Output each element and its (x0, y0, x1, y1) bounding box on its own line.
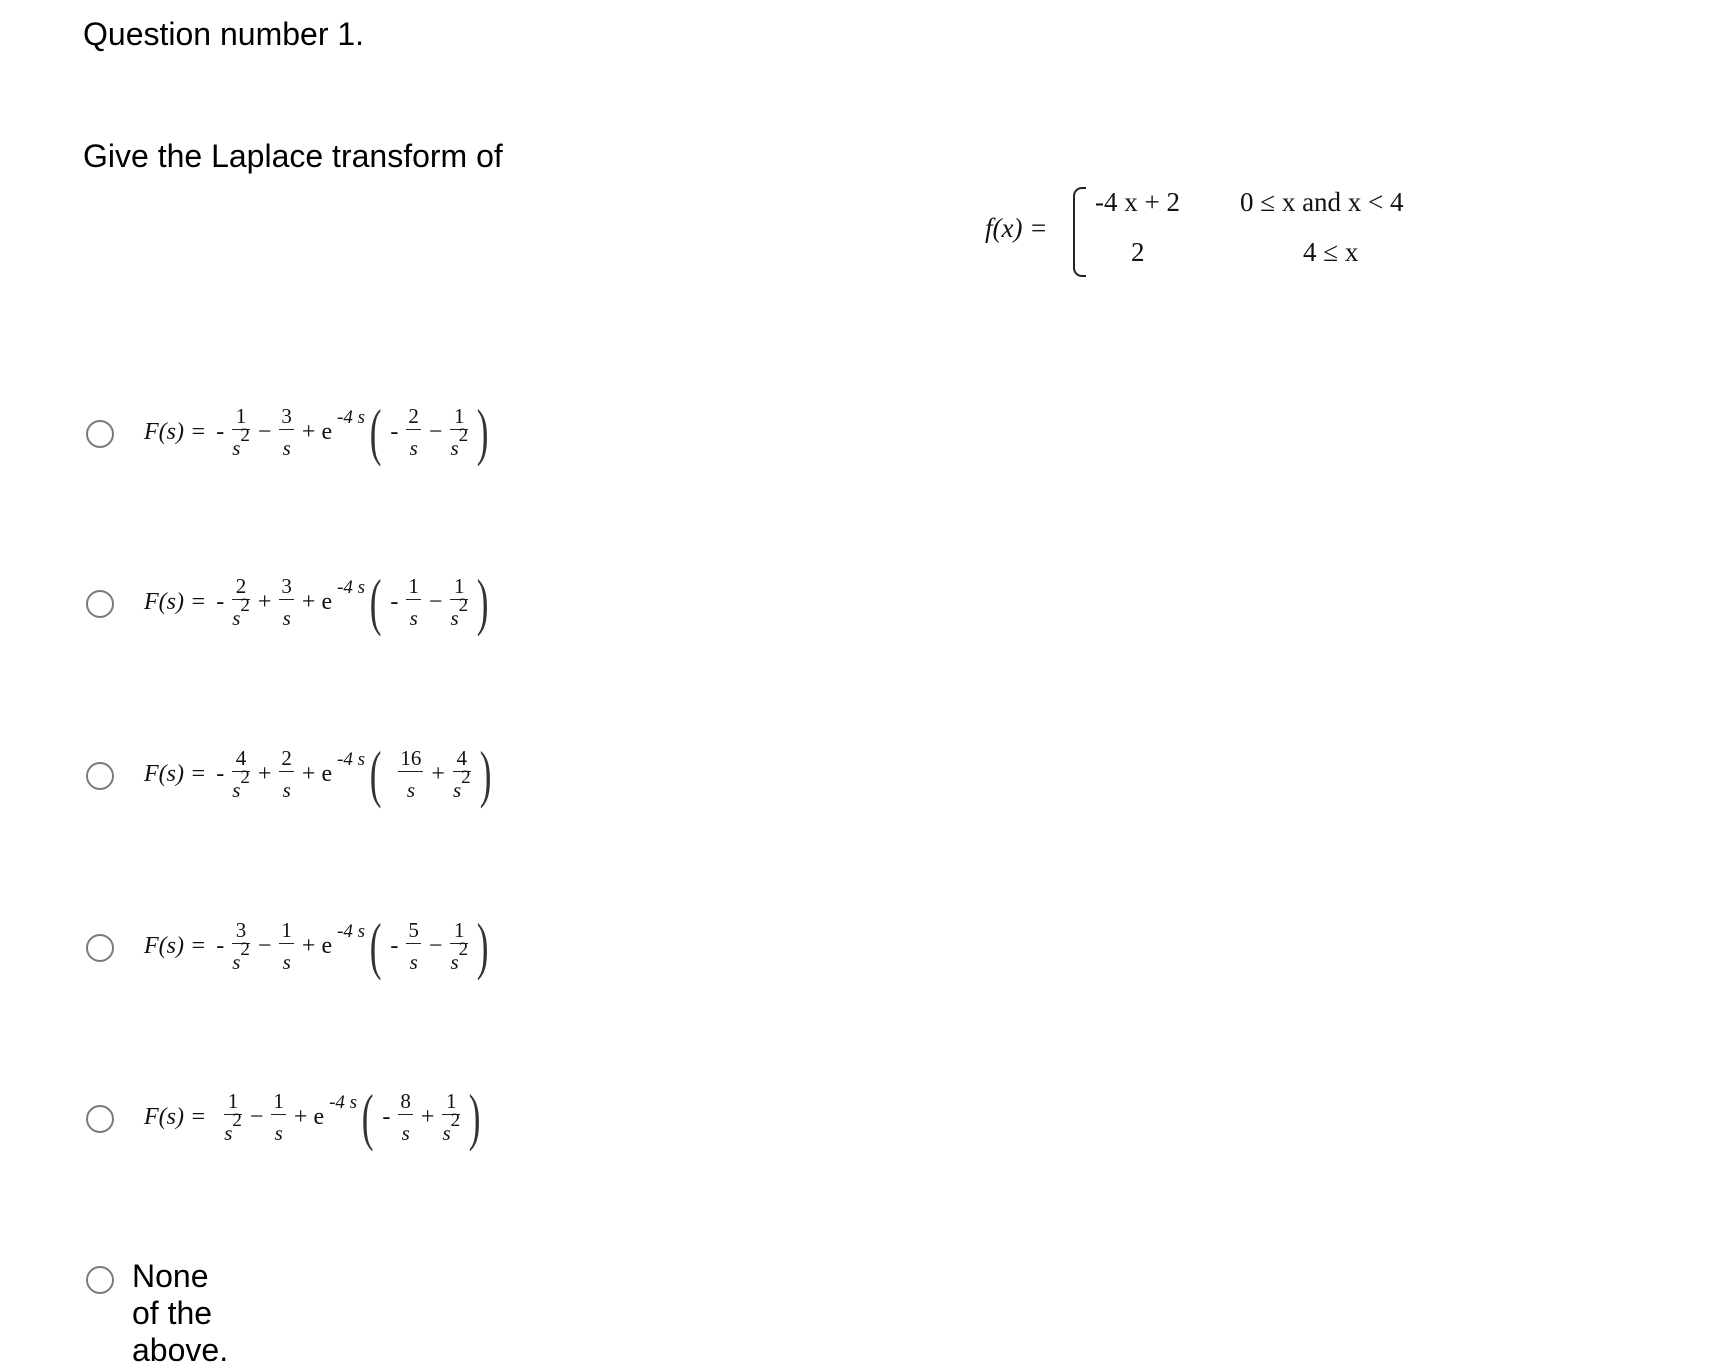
paren-term-2-fraction (442, 1088, 461, 1145)
term-2-fraction (279, 745, 294, 802)
fraction-denominator (283, 600, 291, 629)
paren-term-2-fraction (450, 917, 469, 974)
fraction-numerator: 1 (454, 573, 465, 598)
denominator-variable: s (409, 435, 418, 460)
fraction-denominator (410, 944, 418, 973)
fraction-denominator (410, 600, 418, 629)
fraction-numerator: 4 (456, 745, 468, 770)
operator: + (431, 760, 445, 787)
radio-button[interactable] (86, 420, 114, 448)
fraction-denominator (283, 430, 291, 459)
fraction-numerator: 1 (454, 917, 465, 942)
fraction-numerator: 1 (227, 1088, 239, 1113)
fraction-denominator (232, 938, 250, 974)
radio-button[interactable] (86, 1105, 114, 1133)
right-paren: ) (476, 566, 489, 637)
denominator-variable: s (409, 605, 418, 630)
operator: − (257, 932, 272, 959)
denominator-variable: s (406, 777, 415, 802)
operator: + (257, 760, 272, 787)
sign: - (390, 932, 399, 959)
right-paren: ) (479, 738, 492, 809)
none-option-label: None of the above. (132, 1258, 229, 1368)
term-1-fraction (232, 917, 250, 974)
term-1-fraction (232, 573, 250, 630)
paren-term-1-fraction (406, 403, 421, 460)
exponent: -4 s (337, 921, 366, 942)
right-paren: ) (476, 910, 489, 981)
operator: − (428, 932, 443, 959)
denominator-power: 2 (240, 938, 250, 960)
fraction-numerator: 3 (281, 403, 292, 428)
denominator-variable: s (282, 777, 291, 802)
piecewise-row2-cond: 4 ≤ x (1303, 237, 1359, 267)
question-prompt: Give the Laplace transform of (83, 138, 503, 174)
fraction-numerator: 8 (400, 1088, 411, 1113)
sign: - (216, 932, 225, 959)
denominator-power: 2 (461, 766, 471, 788)
exponential-term: + e (293, 1103, 325, 1130)
fraction-numerator: 1 (281, 917, 292, 942)
fraction-numerator: 3 (235, 917, 247, 942)
denominator-power: 2 (240, 594, 250, 616)
paren-term-1-fraction (398, 745, 423, 802)
fraction-numerator: 1 (235, 403, 247, 428)
fraction-denominator (452, 766, 471, 802)
term-1-fraction (224, 1088, 242, 1145)
formula-lhs: F(s) = (144, 1103, 207, 1130)
left-paren: ( (361, 1081, 374, 1152)
fraction-numerator: 2 (235, 573, 247, 598)
radio-button[interactable] (86, 1266, 114, 1294)
sign: - (390, 588, 399, 615)
paren-term-2-fraction (450, 573, 469, 630)
fraction-numerator: 2 (281, 745, 292, 770)
formula-lhs: F(s) = (144, 932, 207, 959)
operator: + (257, 588, 272, 615)
fraction-denominator (450, 938, 469, 974)
operator: − (249, 1103, 264, 1130)
exponential-term: + e (301, 932, 333, 959)
operator: − (428, 588, 443, 615)
sign: - (216, 418, 225, 445)
paren-term-1-fraction (406, 917, 421, 974)
term-2-fraction (279, 573, 294, 630)
piecewise-row2-expr: 2 (1131, 237, 1145, 267)
paren-term-1-fraction (406, 573, 421, 630)
term-2-fraction (279, 917, 294, 974)
denominator-variable: s (442, 1120, 451, 1145)
paren-term-1-fraction (398, 1088, 413, 1145)
radio-button[interactable] (86, 762, 114, 790)
fraction-denominator (410, 430, 418, 459)
denominator-variable: s (450, 949, 459, 974)
sign: - (216, 588, 225, 615)
denominator-power: 2 (450, 1109, 461, 1131)
formula (140, 386, 493, 478)
denominator-power: 2 (458, 424, 469, 446)
piecewise-brace (1073, 187, 1086, 277)
left-paren: ( (369, 566, 382, 637)
formula (140, 1071, 485, 1163)
fraction-numerator: 2 (408, 403, 419, 428)
denominator-power: 2 (458, 938, 469, 960)
denominator-variable: s (282, 949, 291, 974)
denominator-variable: s (232, 949, 241, 974)
fraction-numerator: 4 (235, 745, 247, 770)
term-2-fraction (279, 403, 294, 460)
fraction-denominator (283, 944, 291, 973)
denominator-variable: s (409, 949, 418, 974)
fraction-numerator: 5 (408, 917, 419, 942)
fraction-denominator (224, 1109, 242, 1145)
fraction-denominator (283, 772, 291, 801)
operator: − (428, 418, 443, 445)
fraction-denominator (402, 1115, 410, 1144)
right-paren: ) (476, 396, 489, 467)
fraction-denominator (232, 594, 250, 630)
denominator-power: 2 (240, 766, 250, 788)
denominator-variable: s (274, 1120, 283, 1145)
formula (140, 556, 493, 648)
formula (140, 728, 496, 820)
denominator-variable: s (282, 605, 291, 630)
fraction-numerator: 1 (446, 1088, 457, 1113)
fraction-denominator (232, 424, 250, 460)
denominator-power: 2 (458, 594, 469, 616)
fraction-numerator: 16 (400, 745, 422, 770)
exponential-term: + e (301, 418, 333, 445)
term-1-fraction (232, 403, 250, 460)
right-paren: ) (468, 1081, 481, 1152)
denominator-variable: s (232, 777, 241, 802)
formula-lhs: F(s) = (144, 588, 207, 615)
operator: + (420, 1103, 435, 1130)
fraction-denominator (442, 1109, 461, 1145)
radio-button[interactable] (86, 934, 114, 962)
fraction-denominator (450, 594, 469, 630)
operator: − (257, 418, 272, 445)
fraction-numerator: 1 (408, 573, 419, 598)
fraction-numerator: 1 (454, 403, 465, 428)
exponent: -4 s (337, 407, 366, 428)
term-2-fraction (271, 1088, 286, 1145)
paren-term-2-fraction (450, 403, 469, 460)
sign: - (390, 418, 399, 445)
term-1-fraction (232, 745, 250, 802)
sign: - (382, 1103, 391, 1130)
radio-button[interactable] (86, 590, 114, 618)
fraction-denominator (275, 1115, 283, 1144)
formula (140, 900, 493, 992)
formula-lhs: F(s) = (144, 760, 207, 787)
fraction-numerator: 3 (281, 573, 292, 598)
exponent: -4 s (329, 1092, 358, 1113)
denominator-power: 2 (232, 1109, 242, 1131)
fraction-denominator (232, 766, 250, 802)
denominator-power: 2 (240, 424, 250, 446)
fraction-denominator (407, 772, 415, 801)
denominator-variable: s (450, 435, 459, 460)
denominator-variable: s (232, 435, 241, 460)
formula-lhs: F(s) = (144, 418, 207, 445)
left-paren: ( (369, 396, 382, 467)
fraction-denominator (450, 424, 469, 460)
denominator-variable: s (282, 435, 291, 460)
paren-term-2-fraction (452, 745, 471, 802)
left-paren: ( (369, 738, 382, 809)
denominator-variable: s (232, 605, 241, 630)
denominator-variable: s (450, 605, 459, 630)
fraction-numerator: 1 (273, 1088, 284, 1113)
exponent: -4 s (337, 577, 366, 598)
piecewise-row1-expr: -4 x + 2 (1095, 187, 1180, 217)
piecewise-lhs: f(x) = (985, 213, 1048, 243)
left-paren: ( (369, 910, 382, 981)
exponential-term: + e (301, 588, 333, 615)
exponential-term: + e (301, 760, 333, 787)
denominator-variable: s (224, 1120, 233, 1145)
question-number: Question number 1. (83, 16, 365, 52)
exponent: -4 s (337, 749, 366, 770)
denominator-variable: s (401, 1120, 410, 1145)
sign: - (216, 760, 225, 787)
denominator-variable: s (452, 777, 462, 802)
piecewise-row1-cond: 0 ≤ x and x < 4 (1240, 187, 1404, 217)
